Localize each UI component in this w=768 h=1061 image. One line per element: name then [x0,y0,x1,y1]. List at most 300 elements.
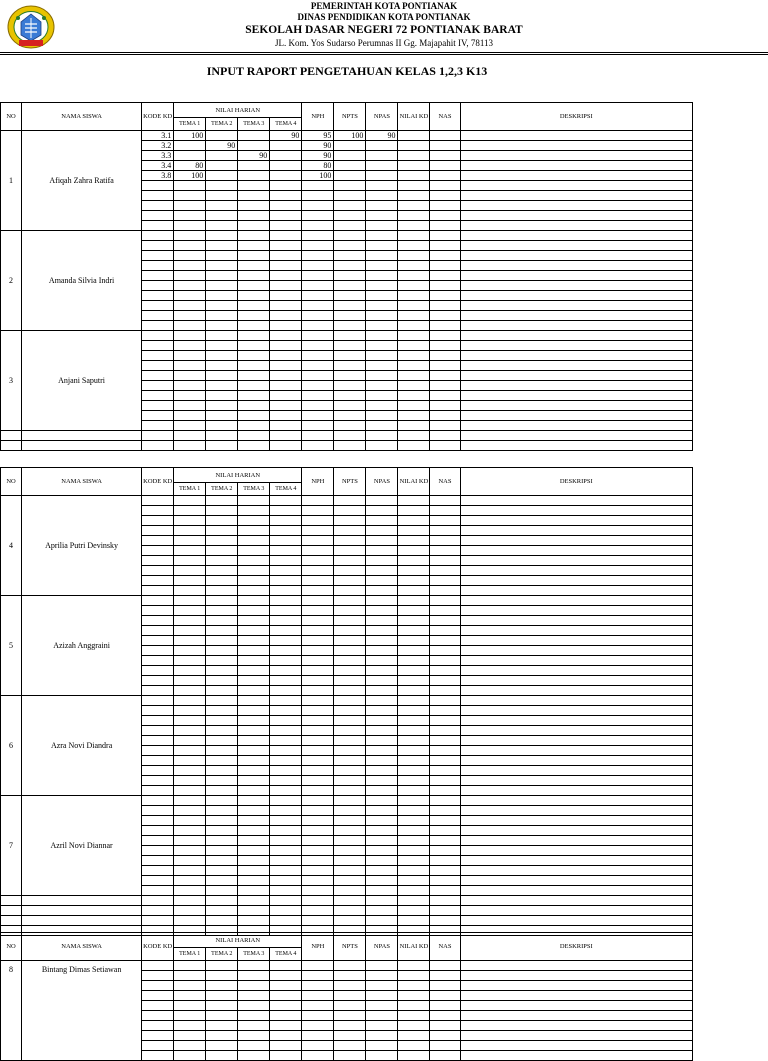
npts-cell[interactable] [334,241,366,251]
npas-cell[interactable] [366,746,398,756]
npts-cell[interactable] [334,706,366,716]
tema-score-cell[interactable] [270,161,302,171]
nilai-kd-cell[interactable] [398,221,430,231]
nph-cell[interactable] [302,856,334,866]
tema-score-cell[interactable] [206,301,238,311]
nilai-kd-cell[interactable] [398,776,430,786]
tema-score-cell[interactable] [270,566,302,576]
nilai-kd-cell[interactable] [398,1001,430,1011]
tema-score-cell[interactable] [174,1001,206,1011]
npas-cell[interactable] [366,181,398,191]
deskripsi-cell[interactable] [460,341,692,351]
deskripsi-cell[interactable] [460,546,692,556]
tema-score-cell[interactable] [174,381,206,391]
nilai-kd-cell[interactable] [398,1051,430,1061]
nph-cell[interactable] [302,211,334,221]
tema-score-cell[interactable] [174,211,206,221]
npts-cell[interactable] [334,656,366,666]
tema-score-cell[interactable] [206,241,238,251]
npts-cell[interactable] [334,776,366,786]
nas-cell[interactable] [430,846,460,856]
npts-cell[interactable] [334,766,366,776]
npts-cell[interactable] [334,836,366,846]
kode-kd-cell[interactable] [142,371,174,381]
nilai-kd-cell[interactable] [398,666,430,676]
tema-score-cell[interactable] [238,666,270,676]
deskripsi-cell[interactable] [460,516,692,526]
tema-score-cell[interactable] [270,666,302,676]
nilai-kd-cell[interactable] [398,131,430,141]
nph-cell[interactable]: 100 [302,171,334,181]
kode-kd-cell[interactable] [142,1001,174,1011]
tema-score-cell[interactable] [270,261,302,271]
tema-score-cell[interactable] [238,1021,270,1031]
npts-cell[interactable] [334,806,366,816]
nph-cell[interactable] [302,311,334,321]
npts-cell[interactable] [334,271,366,281]
npts-cell[interactable] [334,676,366,686]
nas-cell[interactable] [430,281,460,291]
npts-cell[interactable] [334,636,366,646]
nph-cell[interactable] [302,331,334,341]
nph-cell[interactable] [302,251,334,261]
nas-cell[interactable] [430,496,460,506]
nph-cell[interactable] [302,241,334,251]
npas-cell[interactable] [366,151,398,161]
tema-score-cell[interactable] [270,251,302,261]
nilai-kd-cell[interactable] [398,746,430,756]
npas-cell[interactable] [366,231,398,241]
tema-score-cell[interactable] [174,646,206,656]
kode-kd-cell[interactable] [142,716,174,726]
npas-cell[interactable] [366,371,398,381]
tema-score-cell[interactable] [238,636,270,646]
deskripsi-cell[interactable] [460,536,692,546]
tema-score-cell[interactable] [206,536,238,546]
tema-score-cell[interactable] [174,371,206,381]
empty-cell[interactable] [142,916,174,926]
nph-cell[interactable] [302,391,334,401]
nph-cell[interactable] [302,776,334,786]
npas-cell[interactable] [366,171,398,181]
nas-cell[interactable] [430,1031,460,1041]
tema-score-cell[interactable] [174,816,206,826]
nph-cell[interactable] [302,816,334,826]
tema-score-cell[interactable] [238,271,270,281]
tema-score-cell[interactable] [238,516,270,526]
npas-cell[interactable] [366,1011,398,1021]
tema-score-cell[interactable] [206,371,238,381]
empty-cell[interactable] [366,431,398,441]
npas-cell[interactable] [366,706,398,716]
nas-cell[interactable] [430,736,460,746]
nilai-kd-cell[interactable] [398,646,430,656]
npas-cell[interactable] [366,866,398,876]
nas-cell[interactable] [430,291,460,301]
nas-cell[interactable] [430,191,460,201]
empty-cell[interactable] [174,906,206,916]
tema-score-cell[interactable] [238,971,270,981]
tema-score-cell[interactable] [238,391,270,401]
tema-score-cell[interactable] [238,241,270,251]
tema-score-cell[interactable] [238,131,270,141]
tema-score-cell[interactable] [174,271,206,281]
kode-kd-cell[interactable] [142,876,174,886]
tema-score-cell[interactable] [174,796,206,806]
tema-score-cell[interactable] [270,311,302,321]
deskripsi-cell[interactable] [460,586,692,596]
tema-score-cell[interactable] [270,221,302,231]
kode-kd-cell[interactable] [142,886,174,896]
tema-score-cell[interactable] [238,656,270,666]
npas-cell[interactable] [366,846,398,856]
nilai-kd-cell[interactable] [398,636,430,646]
npas-cell[interactable] [366,836,398,846]
tema-score-cell[interactable] [174,786,206,796]
deskripsi-cell[interactable] [460,1001,692,1011]
tema-score-cell[interactable] [206,281,238,291]
nph-cell[interactable]: 90 [302,151,334,161]
nas-cell[interactable] [430,576,460,586]
tema-score-cell[interactable] [174,961,206,971]
tema-score-cell[interactable] [238,866,270,876]
deskripsi-cell[interactable] [460,856,692,866]
npas-cell[interactable] [366,666,398,676]
nph-cell[interactable] [302,1041,334,1051]
tema-score-cell[interactable] [270,241,302,251]
nilai-kd-cell[interactable] [398,351,430,361]
deskripsi-cell[interactable] [460,656,692,666]
nilai-kd-cell[interactable] [398,586,430,596]
empty-cell[interactable] [334,441,366,451]
tema-score-cell[interactable] [206,1041,238,1051]
empty-cell[interactable] [270,896,302,906]
nas-cell[interactable] [430,516,460,526]
deskripsi-cell[interactable] [460,261,692,271]
nas-cell[interactable] [430,141,460,151]
empty-cell[interactable] [302,431,334,441]
tema-score-cell[interactable] [270,321,302,331]
empty-cell[interactable] [1,431,22,441]
npas-cell[interactable] [366,241,398,251]
deskripsi-cell[interactable] [460,706,692,716]
nas-cell[interactable] [430,726,460,736]
tema-score-cell[interactable] [270,201,302,211]
tema-score-cell[interactable] [174,876,206,886]
npas-cell[interactable] [366,1021,398,1031]
tema-score-cell[interactable] [206,231,238,241]
tema-score-cell[interactable] [206,556,238,566]
tema-score-cell[interactable] [238,141,270,151]
nilai-kd-cell[interactable] [398,756,430,766]
tema-score-cell[interactable] [270,876,302,886]
kode-kd-cell[interactable] [142,706,174,716]
nilai-kd-cell[interactable] [398,656,430,666]
tema-score-cell[interactable] [270,536,302,546]
npts-cell[interactable] [334,786,366,796]
tema-score-cell[interactable] [206,1031,238,1041]
empty-cell[interactable] [302,441,334,451]
tema-score-cell[interactable] [174,636,206,646]
nilai-kd-cell[interactable] [398,866,430,876]
tema-score-cell[interactable] [206,736,238,746]
tema-score-cell[interactable] [238,1031,270,1041]
kode-kd-cell[interactable] [142,806,174,816]
kode-kd-cell[interactable]: 3.2 [142,141,174,151]
tema-score-cell[interactable] [174,1031,206,1041]
tema-score-cell[interactable] [206,716,238,726]
tema-score-cell[interactable] [238,506,270,516]
deskripsi-cell[interactable] [460,961,692,971]
npas-cell[interactable] [366,636,398,646]
kode-kd-cell[interactable] [142,736,174,746]
empty-cell[interactable] [206,916,238,926]
nph-cell[interactable] [302,806,334,816]
tema-score-cell[interactable] [206,201,238,211]
deskripsi-cell[interactable] [460,626,692,636]
kode-kd-cell[interactable] [142,331,174,341]
kode-kd-cell[interactable] [142,341,174,351]
nph-cell[interactable] [302,706,334,716]
nph-cell[interactable] [302,746,334,756]
tema-score-cell[interactable] [270,786,302,796]
nilai-kd-cell[interactable] [398,836,430,846]
tema-score-cell[interactable] [238,301,270,311]
nph-cell[interactable] [302,666,334,676]
tema-score-cell[interactable] [206,816,238,826]
nas-cell[interactable] [430,251,460,261]
npas-cell[interactable] [366,961,398,971]
npas-cell[interactable] [366,496,398,506]
tema-score-cell[interactable] [174,361,206,371]
kode-kd-cell[interactable] [142,421,174,431]
kode-kd-cell[interactable] [142,971,174,981]
kode-kd-cell[interactable] [142,696,174,706]
npts-cell[interactable] [334,971,366,981]
kode-kd-cell[interactable] [142,351,174,361]
nph-cell[interactable] [302,526,334,536]
nas-cell[interactable] [430,1001,460,1011]
kode-kd-cell[interactable] [142,496,174,506]
nph-cell[interactable] [302,556,334,566]
deskripsi-cell[interactable] [460,411,692,421]
npas-cell[interactable] [366,806,398,816]
npts-cell[interactable] [334,311,366,321]
npas-cell[interactable] [366,361,398,371]
kode-kd-cell[interactable] [142,251,174,261]
nas-cell[interactable] [430,826,460,836]
nph-cell[interactable] [302,301,334,311]
empty-cell[interactable] [398,896,430,906]
tema-score-cell[interactable] [174,556,206,566]
nph-cell[interactable] [302,321,334,331]
tema-score-cell[interactable]: 90 [238,151,270,161]
deskripsi-cell[interactable] [460,981,692,991]
nilai-kd-cell[interactable] [398,886,430,896]
tema-score-cell[interactable] [238,331,270,341]
kode-kd-cell[interactable] [142,526,174,536]
tema-score-cell[interactable] [238,836,270,846]
tema-score-cell[interactable] [238,381,270,391]
nph-cell[interactable] [302,566,334,576]
nas-cell[interactable] [430,796,460,806]
tema-score-cell[interactable] [270,606,302,616]
kode-kd-cell[interactable] [142,836,174,846]
kode-kd-cell[interactable] [142,201,174,211]
nph-cell[interactable] [302,991,334,1001]
nph-cell[interactable] [302,836,334,846]
nph-cell[interactable] [302,1001,334,1011]
tema-score-cell[interactable] [238,646,270,656]
npas-cell[interactable] [366,506,398,516]
tema-score-cell[interactable] [238,726,270,736]
empty-cell[interactable] [398,441,430,451]
tema-score-cell[interactable] [270,281,302,291]
tema-score-cell[interactable] [238,291,270,301]
empty-cell[interactable] [430,916,460,926]
tema-score-cell[interactable] [238,251,270,261]
tema-score-cell[interactable] [174,201,206,211]
tema-score-cell[interactable] [238,496,270,506]
npas-cell[interactable] [366,826,398,836]
nilai-kd-cell[interactable] [398,1021,430,1031]
kode-kd-cell[interactable] [142,616,174,626]
npts-cell[interactable] [334,391,366,401]
tema-score-cell[interactable] [206,331,238,341]
kode-kd-cell[interactable] [142,301,174,311]
npts-cell[interactable] [334,291,366,301]
tema-score-cell[interactable] [206,546,238,556]
npas-cell[interactable] [366,331,398,341]
tema-score-cell[interactable] [238,766,270,776]
npas-cell[interactable] [366,351,398,361]
tema-score-cell[interactable] [206,421,238,431]
tema-score-cell[interactable] [206,351,238,361]
nph-cell[interactable] [302,596,334,606]
tema-score-cell[interactable] [270,636,302,646]
kode-kd-cell[interactable] [142,261,174,271]
nas-cell[interactable] [430,991,460,1001]
kode-kd-cell[interactable] [142,796,174,806]
kode-kd-cell[interactable] [142,726,174,736]
npts-cell[interactable] [334,666,366,676]
kode-kd-cell[interactable] [142,991,174,1001]
nas-cell[interactable] [430,706,460,716]
nas-cell[interactable] [430,231,460,241]
tema-score-cell[interactable] [174,836,206,846]
npts-cell[interactable] [334,756,366,766]
nilai-kd-cell[interactable] [398,806,430,816]
npas-cell[interactable] [366,736,398,746]
kode-kd-cell[interactable] [142,1051,174,1061]
nas-cell[interactable] [430,381,460,391]
nilai-kd-cell[interactable] [398,1041,430,1051]
npas-cell[interactable] [366,766,398,776]
nilai-kd-cell[interactable] [398,826,430,836]
deskripsi-cell[interactable] [460,756,692,766]
tema-score-cell[interactable] [206,796,238,806]
tema-score-cell[interactable] [238,1051,270,1061]
npts-cell[interactable] [334,221,366,231]
empty-cell[interactable] [1,441,22,451]
nas-cell[interactable] [430,161,460,171]
nph-cell[interactable] [302,586,334,596]
tema-score-cell[interactable] [206,686,238,696]
npas-cell[interactable]: 90 [366,131,398,141]
tema-score-cell[interactable] [206,726,238,736]
tema-score-cell[interactable] [206,171,238,181]
tema-score-cell[interactable] [206,191,238,201]
nas-cell[interactable] [430,371,460,381]
npts-cell[interactable] [334,181,366,191]
tema-score-cell[interactable] [238,221,270,231]
deskripsi-cell[interactable] [460,726,692,736]
nph-cell[interactable] [302,546,334,556]
nph-cell[interactable] [302,636,334,646]
tema-score-cell[interactable] [238,576,270,586]
nilai-kd-cell[interactable] [398,281,430,291]
kode-kd-cell[interactable] [142,566,174,576]
tema-score-cell[interactable] [174,666,206,676]
nas-cell[interactable] [430,1041,460,1051]
nas-cell[interactable] [430,696,460,706]
tema-score-cell[interactable] [270,796,302,806]
nilai-kd-cell[interactable] [398,536,430,546]
tema-score-cell[interactable] [270,846,302,856]
nph-cell[interactable] [302,971,334,981]
tema-score-cell[interactable] [238,171,270,181]
kode-kd-cell[interactable] [142,656,174,666]
tema-score-cell[interactable] [206,836,238,846]
npas-cell[interactable] [366,981,398,991]
kode-kd-cell[interactable] [142,556,174,566]
tema-score-cell[interactable] [206,606,238,616]
nas-cell[interactable] [430,151,460,161]
nilai-kd-cell[interactable] [398,626,430,636]
npas-cell[interactable] [366,536,398,546]
deskripsi-cell[interactable] [460,526,692,536]
nas-cell[interactable] [430,666,460,676]
nilai-kd-cell[interactable] [398,816,430,826]
kode-kd-cell[interactable] [142,231,174,241]
tema-score-cell[interactable] [174,826,206,836]
deskripsi-cell[interactable] [460,836,692,846]
deskripsi-cell[interactable] [460,181,692,191]
tema-score-cell[interactable] [206,291,238,301]
kode-kd-cell[interactable]: 3.1 [142,131,174,141]
nas-cell[interactable] [430,506,460,516]
npts-cell[interactable] [334,546,366,556]
tema-score-cell[interactable] [238,341,270,351]
deskripsi-cell[interactable] [460,161,692,171]
tema-score-cell[interactable] [174,726,206,736]
kode-kd-cell[interactable] [142,746,174,756]
kode-kd-cell[interactable] [142,961,174,971]
nas-cell[interactable] [430,586,460,596]
kode-kd-cell[interactable] [142,546,174,556]
nilai-kd-cell[interactable] [398,1031,430,1041]
npas-cell[interactable] [366,391,398,401]
tema-score-cell[interactable] [206,1021,238,1031]
npts-cell[interactable] [334,646,366,656]
tema-score-cell[interactable] [206,971,238,981]
nilai-kd-cell[interactable] [398,736,430,746]
npts-cell[interactable] [334,726,366,736]
tema-score-cell[interactable] [206,846,238,856]
tema-score-cell[interactable] [206,251,238,261]
nph-cell[interactable] [302,846,334,856]
nph-cell[interactable] [302,626,334,636]
